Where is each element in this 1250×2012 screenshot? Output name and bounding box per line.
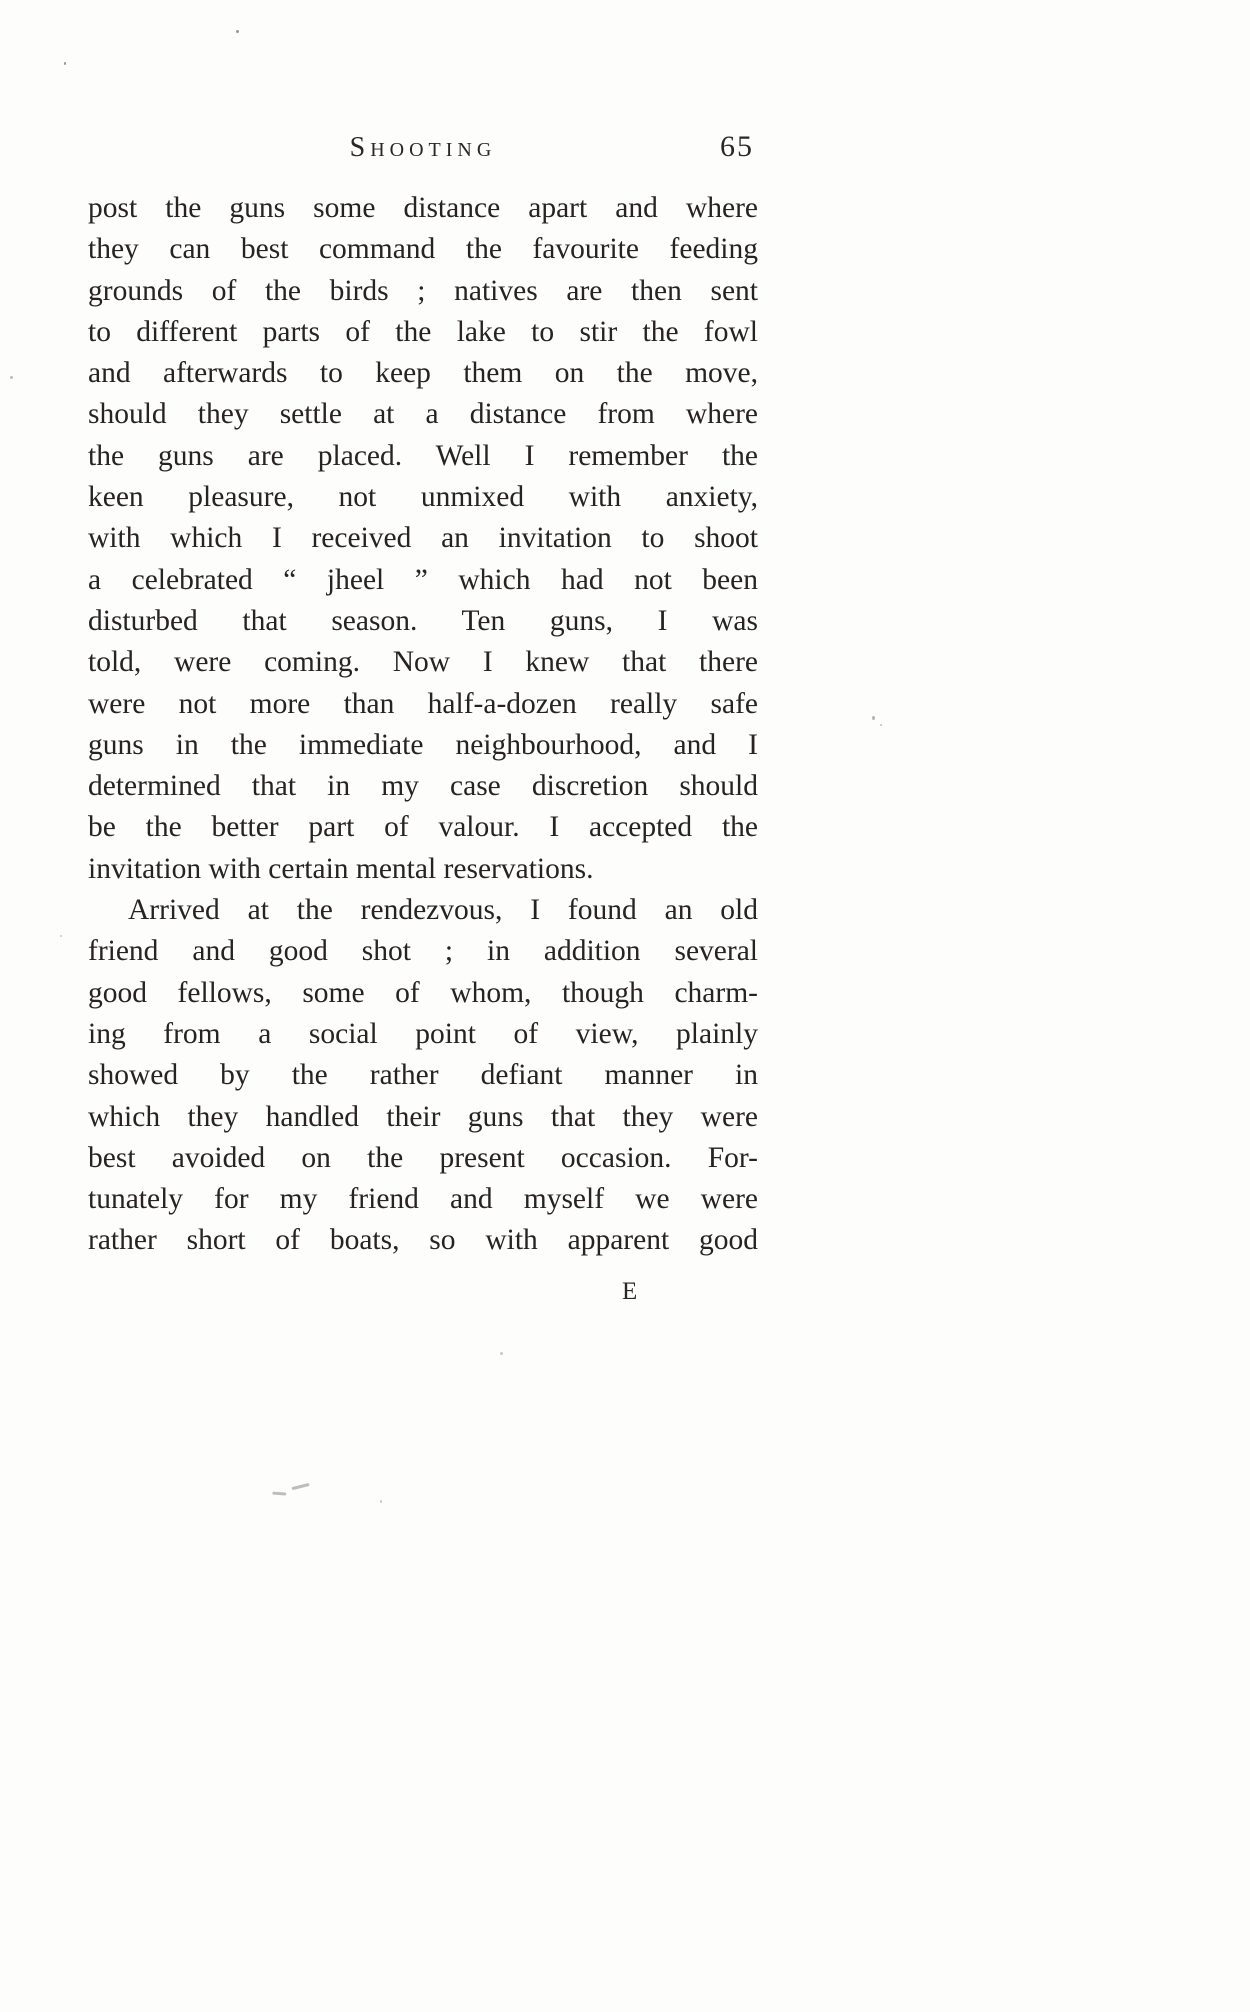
scan-speck (500, 1352, 503, 1355)
paragraph (88, 188, 758, 890)
scan-speck (872, 716, 875, 720)
text-line: they can best command the favourite feeding (88, 233, 758, 266)
scan-speck (64, 62, 66, 65)
ink-smudge (271, 1481, 316, 1499)
text-line: good fellows, some of whom, though charm- (88, 976, 758, 1009)
scan-speck (880, 724, 882, 726)
text-line: best avoided on the present occasion. For- (88, 1141, 758, 1174)
text-line: friend and good shot ; in addition several (88, 935, 758, 968)
text-line: the guns are placed. Well I remember the (88, 439, 758, 472)
text-line: were not more than half-a-dozen really safe (88, 687, 758, 720)
text-line: determined that in my case discretion should (88, 770, 758, 803)
text-line: guns in the immediate neighbourhood, and I (88, 728, 758, 761)
text-line: rather short of boats, so with apparent good (88, 1224, 758, 1257)
scan-speck (10, 376, 13, 379)
text-line: to different parts of the lake to stir the fowl (88, 315, 758, 348)
running-title: Shooting (349, 132, 497, 163)
text-line: keen pleasure, not unmixed with anxiety, (88, 481, 758, 514)
text-line: showed by the rather defiant manner in (88, 1059, 758, 1092)
text-block (88, 188, 758, 1262)
scan-speck (380, 1500, 382, 1503)
scan-speck (60, 935, 62, 937)
text-line: a celebrated “ jheel ” which had not been (88, 563, 758, 596)
scan-speck (236, 30, 239, 33)
text-line: disturbed that season. Ten guns, I was (88, 604, 758, 637)
text-line: told, were coming. Now I knew that there (88, 646, 758, 679)
text-line: should they settle at a distance from where (88, 398, 758, 431)
page-number: 65 (720, 130, 754, 163)
text-line: invitation with certain mental reservations. (88, 852, 594, 885)
text-line: tunately for my friend and myself we were (88, 1183, 758, 1216)
text-line: which they handled their guns that they were (88, 1100, 758, 1133)
running-header (88, 132, 758, 172)
text-line: post the guns some distance apart and where (88, 192, 758, 224)
text-line: Arrived at the rendezvous, I found an old (128, 894, 758, 927)
text-line: with which I received an invitation to shoot (88, 522, 758, 555)
text-line: grounds of the birds ; natives are then sent (88, 274, 758, 307)
text-line: ing from a social point of view, plainly (88, 1017, 758, 1050)
text-line: and afterwards to keep them on the move, (88, 357, 758, 390)
text-line: be the better part of valour. I accepted the (88, 811, 758, 844)
signature-mark: E (622, 1278, 639, 1305)
paragraph (88, 890, 758, 1262)
